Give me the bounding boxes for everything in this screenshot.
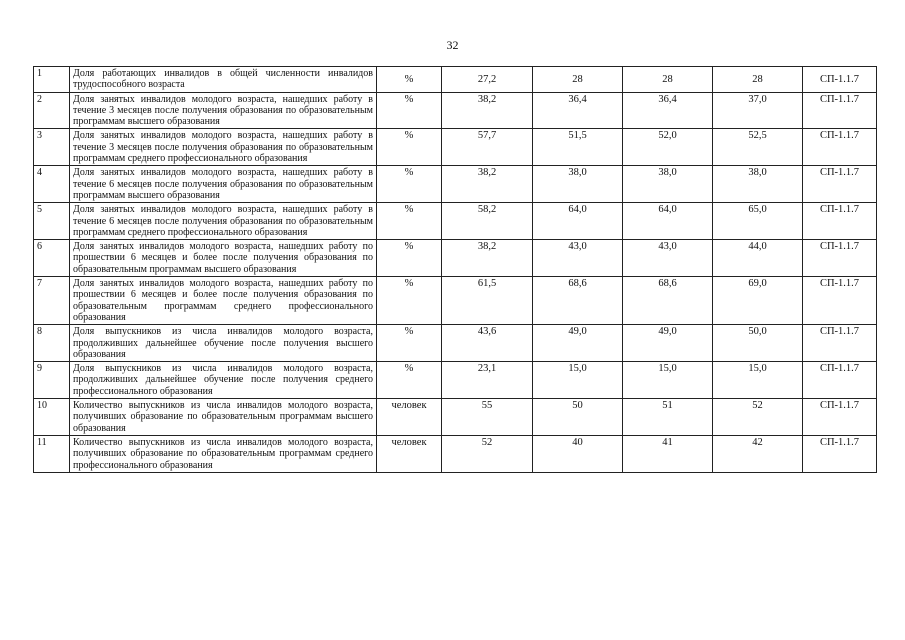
page-number: 32 xyxy=(446,38,459,52)
table-row xyxy=(34,166,877,203)
indicator-description-cell: Доля выпускников из числа инвалидов молодого возраста, продолживших дальнейшее обучение после получения среднего профессионального образования xyxy=(70,362,377,399)
value-cell: 51,5 xyxy=(533,129,623,166)
value-cell: 52,5 xyxy=(713,129,803,166)
unit-cell: % xyxy=(377,67,442,93)
value-cell: 69,0 xyxy=(713,277,803,325)
value-cell: 38,2 xyxy=(442,92,533,129)
program-code-cell: СП-1.1.7 xyxy=(803,325,877,362)
value-cell: 49,0 xyxy=(533,325,623,362)
unit-cell: человек xyxy=(377,399,442,436)
value-cell: 36,4 xyxy=(533,92,623,129)
value-cell: 36,4 xyxy=(623,92,713,129)
unit-cell: % xyxy=(377,362,442,399)
indicator-description-cell: Доля выпускников из числа инвалидов молодого возраста, продолживших дальнейшее обучение после получения высшего образования xyxy=(70,325,377,362)
value-cell: 58,2 xyxy=(442,203,533,240)
program-code-cell: СП-1.1.7 xyxy=(803,240,877,277)
indicator-description-cell: Количество выпускников из числа инвалидов молодого возраста, получивших образование по образовательным программам среднего профессионального образования xyxy=(70,435,377,472)
value-cell: 42 xyxy=(713,435,803,472)
unit-cell: % xyxy=(377,203,442,240)
value-cell: 50 xyxy=(533,399,623,436)
program-code-cell: СП-1.1.7 xyxy=(803,129,877,166)
table-row xyxy=(34,240,877,277)
value-cell: 50,0 xyxy=(713,325,803,362)
table-row xyxy=(34,92,877,129)
value-cell: 52 xyxy=(713,399,803,436)
table-row xyxy=(34,203,877,240)
row-number-cell: 10 xyxy=(34,399,70,436)
unit-cell: % xyxy=(377,129,442,166)
row-number-cell: 5 xyxy=(34,203,70,240)
value-cell: 27,2 xyxy=(442,67,533,93)
value-cell: 38,0 xyxy=(623,166,713,203)
row-number-cell: 7 xyxy=(34,277,70,325)
indicator-description-cell: Доля занятых инвалидов молодого возраста, нашедших работу в течение 6 месяцев после получения образования по образовательным программам высшего образования xyxy=(70,166,377,203)
value-cell: 52,0 xyxy=(623,129,713,166)
indicator-description-cell: Доля занятых инвалидов молодого возраста, нашедших работу в течение 6 месяцев после получения образования по образовательным программам среднего профессионального образования xyxy=(70,203,377,240)
row-number-cell: 8 xyxy=(34,325,70,362)
row-number-cell: 2 xyxy=(34,92,70,129)
value-cell: 44,0 xyxy=(713,240,803,277)
table-row xyxy=(34,325,877,362)
value-cell: 15,0 xyxy=(533,362,623,399)
value-cell: 43,0 xyxy=(623,240,713,277)
value-cell: 51 xyxy=(623,399,713,436)
table-row xyxy=(34,362,877,399)
program-code-cell: СП-1.1.7 xyxy=(803,166,877,203)
value-cell: 68,6 xyxy=(533,277,623,325)
value-cell: 15,0 xyxy=(623,362,713,399)
unit-cell: % xyxy=(377,240,442,277)
value-cell: 64,0 xyxy=(623,203,713,240)
program-code-cell: СП-1.1.7 xyxy=(803,399,877,436)
row-number-cell: 11 xyxy=(34,435,70,472)
value-cell: 64,0 xyxy=(533,203,623,240)
table-row xyxy=(34,435,877,472)
program-code-cell: СП-1.1.7 xyxy=(803,435,877,472)
value-cell: 38,2 xyxy=(442,166,533,203)
program-code-cell: СП-1.1.7 xyxy=(803,362,877,399)
value-cell: 52 xyxy=(442,435,533,472)
row-number-cell: 1 xyxy=(34,67,70,93)
table-row xyxy=(34,399,877,436)
value-cell: 38,0 xyxy=(533,166,623,203)
row-number-cell: 4 xyxy=(34,166,70,203)
value-cell: 57,7 xyxy=(442,129,533,166)
value-cell: 28 xyxy=(623,67,713,93)
value-cell: 28 xyxy=(713,67,803,93)
indicator-description-cell: Доля работающих инвалидов в общей численности инвалидов трудоспособного возраста xyxy=(70,67,377,93)
indicator-description-cell: Доля занятых инвалидов молодого возраста, нашедших работу по прошествии 6 месяцев и более после получения образования по образовательным программам среднего профессионального образования xyxy=(70,277,377,325)
value-cell: 43,0 xyxy=(533,240,623,277)
value-cell: 40 xyxy=(533,435,623,472)
indicator-description-cell: Доля занятых инвалидов молодого возраста, нашедших работу в течение 3 месяцев после получения образования по образовательным программам среднего профессионального образования xyxy=(70,129,377,166)
program-code-cell: СП-1.1.7 xyxy=(803,92,877,129)
value-cell: 15,0 xyxy=(713,362,803,399)
program-code-cell: СП-1.1.7 xyxy=(803,67,877,93)
value-cell: 61,5 xyxy=(442,277,533,325)
indicator-description-cell: Доля занятых инвалидов молодого возраста, нашедших работу в течение 3 месяцев после получения образования по образовательным программам высшего образования xyxy=(70,92,377,129)
unit-cell: % xyxy=(377,277,442,325)
unit-cell: % xyxy=(377,92,442,129)
unit-cell: % xyxy=(377,325,442,362)
program-code-cell: СП-1.1.7 xyxy=(803,203,877,240)
table-row xyxy=(34,67,877,93)
row-number-cell: 9 xyxy=(34,362,70,399)
table-row xyxy=(34,277,877,325)
unit-cell: % xyxy=(377,166,442,203)
value-cell: 38,0 xyxy=(713,166,803,203)
value-cell: 41 xyxy=(623,435,713,472)
program-code-cell: СП-1.1.7 xyxy=(803,277,877,325)
value-cell: 23,1 xyxy=(442,362,533,399)
value-cell: 68,6 xyxy=(623,277,713,325)
value-cell: 28 xyxy=(533,67,623,93)
table-row xyxy=(34,129,877,166)
row-number-cell: 6 xyxy=(34,240,70,277)
row-number-cell: 3 xyxy=(34,129,70,166)
value-cell: 55 xyxy=(442,399,533,436)
table-body xyxy=(34,67,877,473)
indicators-table xyxy=(33,66,877,473)
value-cell: 37,0 xyxy=(713,92,803,129)
value-cell: 38,2 xyxy=(442,240,533,277)
value-cell: 65,0 xyxy=(713,203,803,240)
indicator-description-cell: Доля занятых инвалидов молодого возраста, нашедших работу по прошествии 6 месяцев и более после получения образования по образовательным программам высшего образования xyxy=(70,240,377,277)
indicator-description-cell: Количество выпускников из числа инвалидов молодого возраста, получивших образование по образовательным программам высшего образования xyxy=(70,399,377,436)
value-cell: 43,6 xyxy=(442,325,533,362)
unit-cell: человек xyxy=(377,435,442,472)
value-cell: 49,0 xyxy=(623,325,713,362)
